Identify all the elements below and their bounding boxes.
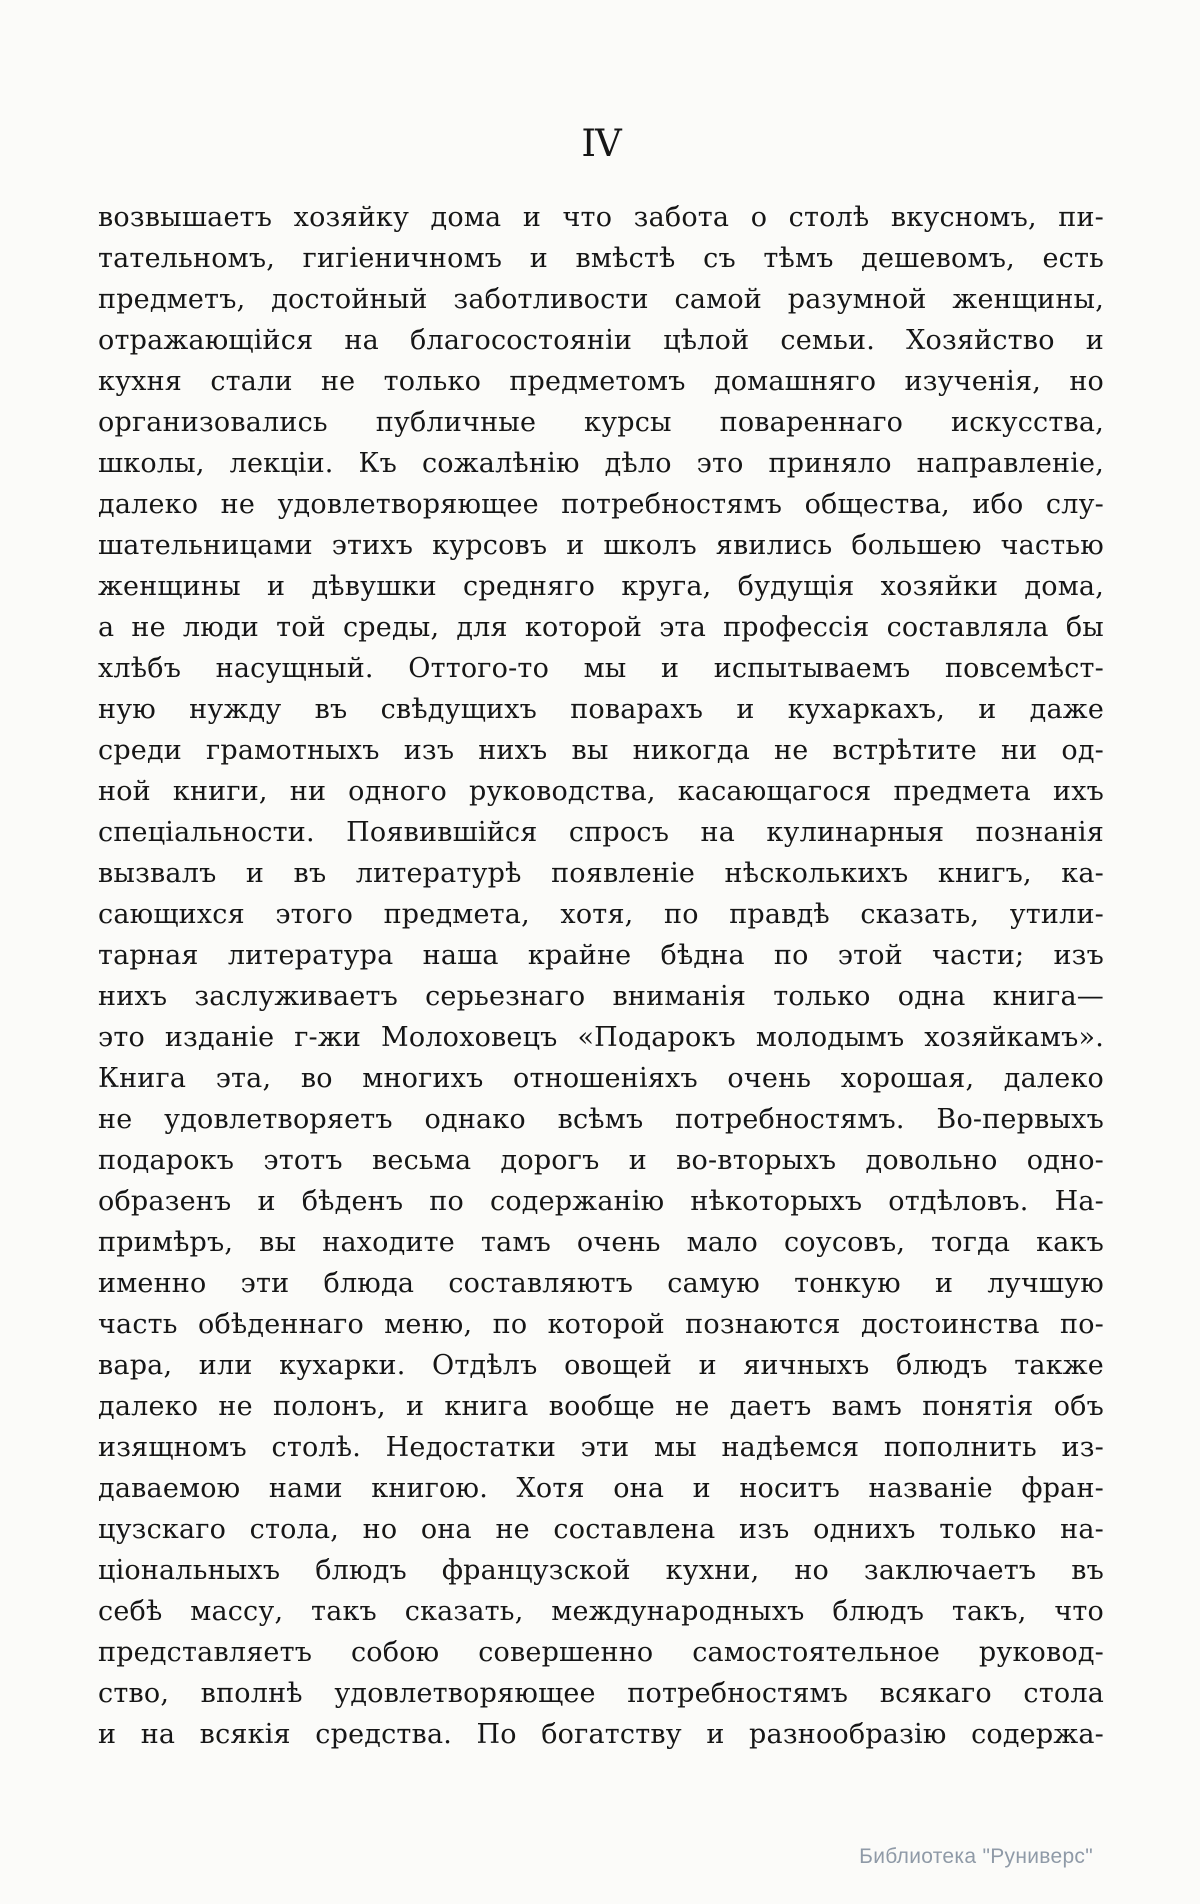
- text-line: далеко не удовлетворяющее потребностямъ общества, ибо слу-: [98, 489, 1104, 520]
- text-line: ціональныхъ блюдъ французской кухни, но заключаетъ въ: [98, 1555, 1104, 1586]
- text-line: себѣ массу, такъ сказать, международныхъ блюдъ такъ, что: [98, 1596, 1104, 1627]
- text-line: хлѣбъ насущный. Оттого-то мы и испытываемъ повсемѣст-: [98, 653, 1104, 684]
- text-line: это изданіе г-жи Молоховецъ «Подарокъ молодымъ хозяйкамъ».: [98, 1022, 1104, 1053]
- text-line: ство, вполнѣ удовлетворяющее потребностямъ всякаго стола: [98, 1678, 1104, 1709]
- text-line: не удовлетворяетъ однако всѣмъ потребностямъ. Во-первыхъ: [98, 1104, 1104, 1135]
- text-line: вызвалъ и въ литературѣ появленіе нѣсколькихъ книгъ, ка-: [98, 858, 1104, 889]
- page-number: IV: [581, 122, 621, 165]
- text-line: вара, или кухарки. Отдѣлъ овощей и яичныхъ блюдъ также: [98, 1350, 1104, 1381]
- text-line: именно эти блюда составляютъ самую тонкую и лучшую: [98, 1268, 1104, 1299]
- text-line: а не люди той среды, для которой эта профессія составляла бы: [98, 612, 1104, 643]
- text-line: школы, лекціи. Къ сожалѣнію дѣло это приняло направленіе,: [98, 448, 1104, 479]
- text-line: представляетъ собою совершенно самостоятельное руковод-: [98, 1637, 1104, 1668]
- text-line: далеко не полонъ, и книга вообще не даетъ вамъ понятія объ: [98, 1391, 1104, 1422]
- text-line: шательницами этихъ курсовъ и школъ явились большею частью: [98, 530, 1104, 561]
- text-line: отражающійся на благосостояніи цѣлой семьи. Хозяйство и: [98, 325, 1104, 356]
- text-line: возвышаетъ хозяйку дома и что забота о столѣ вкусномъ, пи-: [98, 202, 1104, 233]
- text-line: примѣръ, вы находите тамъ очень мало соусовъ, тогда какъ: [98, 1227, 1104, 1258]
- text-line: изящномъ столѣ. Недостатки эти мы надѣемся пополнить из-: [98, 1432, 1104, 1463]
- text-line: кухня стали не только предметомъ домашняго изученія, но: [98, 366, 1104, 397]
- text-line: часть обѣденнаго меню, по которой познаются достоинства по-: [98, 1309, 1104, 1340]
- text-line: предметъ, достойный заботливости самой разумной женщины,: [98, 284, 1104, 315]
- text-line: женщины и дѣвушки средняго круга, будущія хозяйки дома,: [98, 571, 1104, 602]
- text-line: тательномъ, гигіеничномъ и вмѣстѣ съ тѣмъ дешевомъ, есть: [98, 243, 1104, 274]
- library-watermark: Библиотека "Руниверс": [859, 1845, 1093, 1868]
- text-line: и на всякія средства. По богатству и разнообразію содержа-: [98, 1719, 1104, 1750]
- text-line: подарокъ этотъ весьма дорогъ и во-вторыхъ довольно одно-: [98, 1145, 1104, 1176]
- text-line: ной книги, ни одного руководства, касающагося предмета ихъ: [98, 776, 1104, 807]
- text-line: среди грамотныхъ изъ нихъ вы никогда не встрѣтите ни од-: [98, 735, 1104, 766]
- text-line: образенъ и бѣденъ по содержанію нѣкоторыхъ отдѣловъ. На-: [98, 1186, 1104, 1217]
- text-line: ную нужду въ свѣдущихъ поварахъ и кухаркахъ, и даже: [98, 694, 1104, 725]
- text-line: Книга эта, во многихъ отношеніяхъ очень хорошая, далеко: [98, 1063, 1104, 1094]
- text-line: цузскаго стола, но она не составлена изъ однихъ только на-: [98, 1514, 1104, 1545]
- text-line: организовались публичные курсы повареннаго искусства,: [98, 407, 1104, 438]
- text-line: сающихся этого предмета, хотя, по правдѣ сказать, утили-: [98, 899, 1104, 930]
- text-line: спеціальности. Появившійся спросъ на кулинарныя познанія: [98, 817, 1104, 848]
- text-line: тарная литература наша крайне бѣдна по этой части; изъ: [98, 940, 1104, 971]
- text-line: даваемою нами книгою. Хотя она и носитъ названіе фран-: [98, 1473, 1104, 1504]
- text-line: нихъ заслуживаетъ серьезнаго вниманія только одна книга—: [98, 981, 1104, 1012]
- body-text: [98, 197, 1104, 1755]
